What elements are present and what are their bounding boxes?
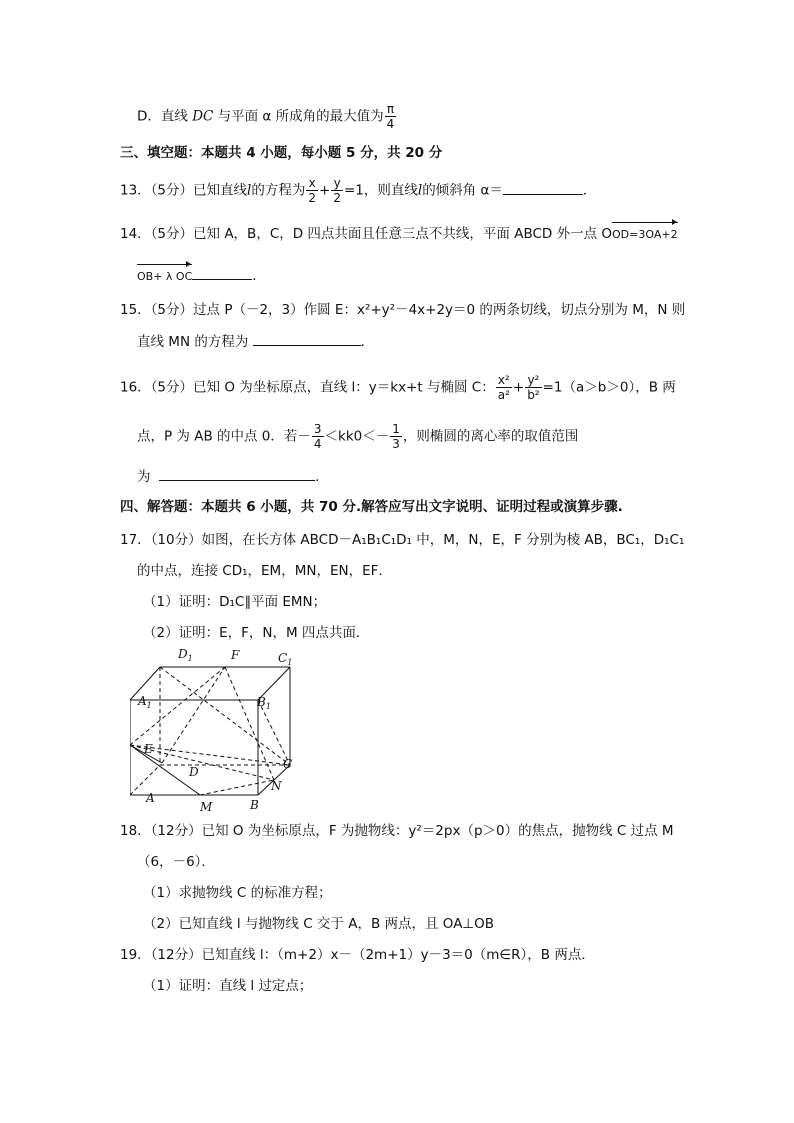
q16-text4: ＜kk0＜－ xyxy=(324,428,390,445)
label-n: N xyxy=(271,779,282,793)
q13-plus: + xyxy=(319,182,331,199)
label-d: D xyxy=(189,765,199,779)
question-16-line3 xyxy=(137,466,329,487)
q16-frac-y xyxy=(525,373,541,402)
label-c: C xyxy=(283,757,293,771)
q16-score: （5分） xyxy=(150,379,194,396)
q14-number: 14． xyxy=(120,226,151,242)
label-a: A xyxy=(146,791,155,805)
label-m: M xyxy=(200,800,213,814)
frac-num: 3 xyxy=(313,422,322,436)
q16-answer-blank[interactable] xyxy=(159,466,315,481)
question-17 xyxy=(120,530,684,550)
section-4-heading: 四、解答题：本题共 6 小题，共 70 分.解答应写出文字说明、证明过程或演算步骤. xyxy=(120,499,623,515)
label-f: F xyxy=(231,648,240,662)
q13-answer-blank[interactable] xyxy=(503,180,583,195)
line-fn xyxy=(225,667,274,780)
q13-end: ． xyxy=(582,182,597,199)
q13-frac-x xyxy=(306,176,318,205)
label-c1: $C_1$ xyxy=(278,651,293,667)
q16-text3: 点，P 为 AB 的中点 0．若－ xyxy=(137,428,311,445)
frac-den: 4 xyxy=(386,117,395,131)
q16-text2: =1（a＞b＞0），B 两 xyxy=(542,379,676,396)
option-d-prefix: D．直线 xyxy=(137,108,193,125)
fraction-pi-4 xyxy=(385,102,397,131)
frac-num: 1 xyxy=(392,422,400,436)
q13-frac-y xyxy=(331,176,343,205)
q15-answer-blank[interactable] xyxy=(253,331,361,346)
q13-text3: =1，则直线 xyxy=(343,182,418,199)
q13-number: 13． xyxy=(120,182,151,199)
q19-text: 已知直线 l：（m+2）x－（2m+1）y－3＝0（m∈R），B 两点． xyxy=(201,947,595,963)
frac-num: y xyxy=(331,176,343,191)
q18-number: 18． xyxy=(120,823,151,839)
q19-score: （12分） xyxy=(150,947,202,963)
frac-den: 2 xyxy=(308,191,316,205)
question-14-line2 xyxy=(137,265,266,287)
line-b1c xyxy=(258,700,290,765)
question-16 xyxy=(120,373,676,402)
line-d1c xyxy=(160,667,290,765)
q16-text6: 为 xyxy=(137,469,151,485)
label-d1: $D_1$ xyxy=(178,647,193,663)
q17-part-1: （1）证明：D₁C∥平面 EMN； xyxy=(143,594,327,610)
question-15 xyxy=(120,300,685,320)
q15-score: （5分） xyxy=(150,302,194,318)
q16-end: ． xyxy=(315,469,329,485)
q16-text: 已知 O 为坐标原点，直线 l：y＝kx+t 与椭圆 C： xyxy=(193,379,495,396)
frac-den: b² xyxy=(527,388,540,402)
q17-number: 17． xyxy=(120,532,151,548)
q19-part-1: （1）证明：直线 l 过定点； xyxy=(143,978,313,994)
q13-text4: 的倾斜角 α＝ xyxy=(422,182,503,199)
label-b1: $B_1$ xyxy=(257,695,271,711)
frac-num: π xyxy=(385,102,397,117)
q18-part-2: （2）已知直线 l 与抛物线 C 交于 A，B 两点，且 OA⊥OB xyxy=(143,916,495,932)
q14-vector-equation: OD=3OA+2 xyxy=(612,225,678,245)
q16-frac-1-3 xyxy=(390,422,402,451)
q16-frac-x xyxy=(496,373,512,402)
option-d-dc: DC xyxy=(192,108,214,125)
question-14 xyxy=(120,224,678,245)
q19-number: 19． xyxy=(120,947,151,963)
q18-text: 已知 O 为坐标原点，F 为抛物线：y²＝2px（p＞0）的焦点，抛物线 C 过点 M xyxy=(201,823,674,839)
q17-line2: 的中点，连接 CD₁，EM，MN，EN，EF． xyxy=(137,563,392,579)
frac-num: y² xyxy=(525,373,541,388)
q13-text2: 的方程为 xyxy=(251,182,306,199)
label-a1: $A_1$ xyxy=(138,694,152,710)
cuboid-figure xyxy=(130,645,305,815)
label-e: E xyxy=(144,742,153,756)
cuboid-solid-edges xyxy=(130,667,293,795)
frac-den: 2 xyxy=(333,191,341,205)
option-d xyxy=(137,102,397,131)
q16-number: 16． xyxy=(120,379,151,396)
line-df xyxy=(162,667,225,763)
q14-answer-blank[interactable] xyxy=(192,265,252,280)
q15-text: 过点 P（－2，3）作圆 E：x²+y²－4x+2y＝0 的两条切线，切点分别为 M，N 则 xyxy=(193,302,686,318)
frac-den: 4 xyxy=(313,437,322,451)
q17-part-2: （2）证明：E，F，N，M 四点共面． xyxy=(143,625,370,641)
frac-den: a² xyxy=(497,388,510,402)
q13-var-l2: l xyxy=(417,182,423,199)
q17-score: （10分） xyxy=(150,532,202,548)
q15-number: 15． xyxy=(120,302,151,318)
q17-text: 如图，在长方体 ABCD－A₁B₁C₁D₁ 中，M，N，E，F 分别为棱 AB，BC₁，D₁C₁ xyxy=(201,532,685,548)
q14-score: （5分） xyxy=(150,226,194,242)
line-mn xyxy=(200,780,274,795)
q13-text: 已知直线 xyxy=(193,182,248,199)
question-18 xyxy=(120,821,674,841)
label-b: B xyxy=(250,798,259,812)
section-3-heading: 三、填空题：本题共 4 小题，每小题 5 分，共 20 分 xyxy=(120,145,443,161)
q15-end: ． xyxy=(360,334,375,350)
frac-den: 3 xyxy=(392,437,400,451)
q18-line2: （6，－6）． xyxy=(137,854,215,870)
q13-score: （5分） xyxy=(150,182,194,199)
edge-ad xyxy=(130,765,160,795)
question-15-line2 xyxy=(137,331,374,352)
q18-score: （12分） xyxy=(150,823,202,839)
question-13 xyxy=(120,176,596,205)
q13-var-l: l xyxy=(247,182,252,199)
q15-text2: 直线 MN 的方程为 xyxy=(137,334,249,350)
question-19 xyxy=(120,945,595,965)
q18-part-1: （1）求抛物线 C 的标准方程； xyxy=(143,885,332,901)
cuboid-hidden-edges xyxy=(130,667,293,795)
frac-num: x² xyxy=(496,373,512,388)
q16-frac-3-4 xyxy=(312,422,324,451)
question-16-line2 xyxy=(137,422,578,451)
q14-vector-ob-oc: OB+ λ OC xyxy=(137,267,192,287)
q14-end: ． xyxy=(252,268,266,284)
q16-text5: ，则椭圆的离心率的取值范围 xyxy=(402,428,579,445)
frac-num: x xyxy=(306,176,318,191)
option-d-text: 与平面 α 所成角的最大值为 xyxy=(213,108,384,125)
q14-text: 已知 A，B，C，D 四点共面且任意三点不共线，平面 ABCD 外一点 O xyxy=(193,226,613,242)
q16-plus: + xyxy=(512,379,525,396)
